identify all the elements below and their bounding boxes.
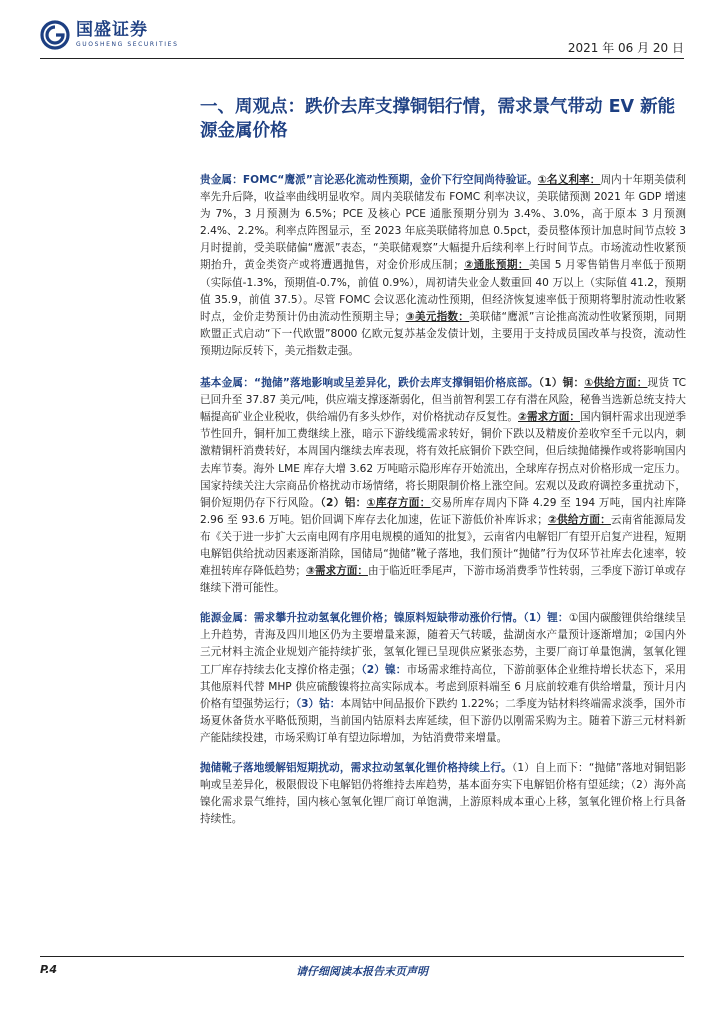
point-text: 国内铜杆需求出现逆季节性回升，铜杆加工费继续上涨，暗示下游线缆需求转好，铜价下跌以及精废价差收窄至千元以内，刺激精铜杆消费转好，本周国内继续去库表现，将有效托底铜价下跌空间，但后续抛储操作或将影响国内去库节奏。海外 LME 库存大增 3.62 万吨暗示隐形库存开始流出，全球库存拐点对价格形成一定压力。国家持续关注大宗商品价格扰动市场情绪，将长期限制价格上涨空间。宏观以及政府调控多重扰动下，铜价短期仍存下行风险。	[200, 411, 686, 509]
paragraph-precious-metals	[200, 172, 686, 360]
paragraph-lead: 抛储靴子落地缓解铝短期扰动，需求拉动氢氧化锂价格持续上行。	[200, 762, 512, 774]
point-text: 美联储“鹰派”言论推高流动性收紧预期，同期欧盟正式启动“下一代欧盟”8000 亿欧元复苏基金发债计划，主要用于支持成员国改革与投资，流动性预期边际反转下，美元指数走强。	[200, 310, 686, 357]
sub-heading-lithium: （1）锂：	[523, 612, 569, 625]
point-text: ①国内碳酸锂供给继续呈上升趋势，青海及四川地区仍为主要增量来源，随着天气转暖，盐湖卤水产量预计逐渐增加；②国内外三元材料主流企业规划产能持续扩张，氢氧化锂已呈现供应紧张态势，主要厂商订单量饱满，氢氧化锂工厂库存持续去化支撑价格走强；	[200, 612, 686, 676]
sub-heading-nickel: （2）镍：	[361, 663, 407, 676]
point-label: ③需求方面：	[306, 565, 368, 578]
point-label: ②需求方面：	[518, 411, 580, 424]
point-text: 现货 TC 已回升至 37.87 美元/吨，供应端支撑逐渐弱化，但当前智利罢工存有潜在风险，秘鲁当选新总统支持大幅提高矿业企业税收，供给端仍有多头炒作，对价格扰动存反复性。	[200, 377, 686, 424]
point-text: 由于临近旺季尾声，下游市场消费季节性转弱，三季度下游订单或存继续下滑可能性。	[200, 565, 686, 595]
point-text: 美国 5 月零售销售月率低于预期（实际值-1.3%，预期值-0.7%，前值 0.9%），周初请失业金人数重回 40 万以上（实际值 41.2，预期值 35.9，前值 37.5）。尽管 FOMC 会议恶化流动性预期，但经济恢复速率低于预期将掣肘流动性收紧时点，金价走势预计仍由流动性预期主导；	[200, 259, 686, 323]
paragraph-summary	[200, 760, 686, 828]
section-title: 一、周观点：跌价去库支撑铜铝行情，需求景气带动 EV 新能源金属价格	[200, 97, 676, 141]
logo-english-name: GUOSHENG SECURITIES	[76, 41, 179, 48]
point-text: 交易所库存周内下降 4.29 至 194 万吨，国内社库降 2.96 至 93.6 万吨。铝价回调下库存去化加速，佐证下游低价补库诉求；	[200, 496, 686, 526]
page-number: P.4	[40, 963, 58, 976]
paragraph-energy-metals	[200, 610, 686, 747]
report-date: 2021 年 06 月 20 日	[567, 41, 684, 55]
point-text: 周内十年期美债利率先升后降，收益率曲线明显收窄。周内美联储发布 FOMC 利率决议，美联储预测 2021 年 GDP 增速为 7%，3 月预测为 6.5%；PCE 及核心 PCE 通胀预期分别为 3.4%、3.0%，高于原本 3 月预测 2.4%、2.2%。利率点阵图显示，至 2023 年底美联储将加息 0.5pct，委员整体预计加息时间节点较 3 月时提前，受美联储偏“鹰派”表态，“美联储观察”大幅提升后续利率上行时间节点。市场流动性收紧预期抬升，黄金类资产或将遭遇抛售，对金价形成压制；	[200, 174, 686, 272]
logo-icon	[40, 20, 70, 50]
paragraph-lead: 能源金属：需求攀升拉动氢氧化锂价格；镍原料短缺带动涨价行情。	[200, 612, 524, 625]
report-body	[200, 172, 686, 843]
point-label: ①库存方面：	[366, 496, 431, 509]
company-logo	[40, 20, 178, 50]
header-divider	[40, 58, 684, 59]
point-label: ①供给方面：	[584, 377, 648, 390]
logo-chinese-name: 国盛证券	[76, 20, 148, 40]
paragraph-lead: 贵金属：FOMC“鹰派”言论恶化流动性预期，金价下行空间尚待验证。	[200, 174, 538, 186]
point-label: ③美元指数：	[405, 310, 470, 323]
point-text: 本周钴中间品报价下跌约 1.22%；二季度为钴材料终端需求淡季，国外市场夏休备货水平略低预期，当前国内钴原料去库延续，但下游仍以刚需采购为主。随着下游三元材料新产能陆续投建，市场采购订单有望边际增加，为钴消费带来增量。	[200, 697, 686, 744]
point-label: ①名义利率：	[537, 174, 601, 186]
footer-disclaimer: 请仔细阅读本报告末页声明	[296, 965, 428, 978]
point-text: 云南省能源局发布《关于进一步扩大云南电网有序用电规模的通知的批复》，云南省内电解铝厂有望开启复产进程，短期电解铝供给扰动因素逐渐消除，国储局“抛储”靴子落地，我们预计“抛储”行为仅环节社库去化速率，较难扭转库存降低趋势；	[200, 513, 687, 578]
point-label: ②通胀预期：	[463, 259, 529, 272]
paragraph-base-metals	[200, 375, 686, 597]
sub-heading-copper: （1）铜：	[538, 377, 585, 390]
sub-heading-cobalt: （3）钴：	[295, 697, 341, 710]
point-text: 市场需求维持高位，下游前驱体企业维持增长状态下，采用其他原料代替 MHP 供应硫酸镍将拉高实际成本。考虑到原料端至 6 月底前较难有供给增量，预计月内价格有望强势运行；	[200, 663, 686, 710]
sub-heading-aluminum: （2）铝：	[320, 496, 367, 509]
point-label: ②供给方面：	[547, 513, 611, 526]
paragraph-lead: 基本金属：“抛储”落地影响或呈差异化，跌价去库支撑铜铝价格底部。	[200, 377, 539, 390]
footer-divider	[40, 956, 684, 957]
point-text: （1）自上而下：“抛储”落地对铜铝影响或呈差异化，极限假设下电解铝仍将维持去库趋势，基本面夯实下电解铝价格有望延续；（2）海外高镍化需求景气维持，国内核心氢氧化锂厂商订单饱满，上游原料成本重心上移，氢氧化锂价格上行具备持续性。	[200, 762, 686, 826]
